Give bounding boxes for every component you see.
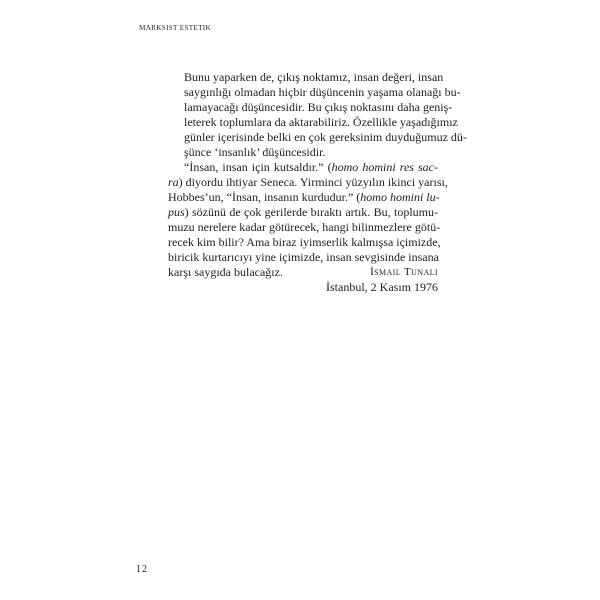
text-line: karşı saygıda bulacağız. [168,265,283,279]
text-line [168,175,448,190]
author-signature: İsmail Tunalı [370,266,438,278]
latin-quote: homo homini lu- [360,190,440,204]
text-line [168,160,438,175]
text-line: günler içerisinde belki en çok gereksinim duyduğumuz dü- [184,130,467,144]
text-line: biricik kurtarıcıyı yine içimizde, insan sevgisinde insana [168,250,439,264]
body-text [168,70,467,280]
text-line [168,190,438,205]
latin-quote: homo homini res sac- [331,160,438,174]
page-number: 12 [136,564,148,575]
text-segment: Hobbes’un, “İnsan, insanın kurdudur.” ( [168,190,361,204]
latin-quote: pus [168,205,185,219]
text-segment: “İnsan, insan için kutsaldır.” ( [184,160,332,174]
text-line: recek kim bilir? Ama biraz iyimserlik kalmışsa içimizde, [168,235,441,249]
text-line: muzu nerelere kadar götürecek, hangi bilinmezlere götü- [168,220,441,234]
text-line: şünce ‘insanlık’ düşüncesidir. [184,145,326,159]
paragraph [168,160,448,280]
text-line: saygınlığı olmadan hiçbir düşüncenin yaşama olanağı bu- [184,85,461,99]
paragraph [168,70,467,160]
text-segment: ) diyordu ihtiyar Seneca. Yirminci yüzyılın ikinci yarısı, [178,175,448,189]
text-line: lamayacağı düşüncesidir. Bu çıkış noktasını daha geniş- [184,100,453,114]
text-line [168,205,438,220]
latin-quote: ra [168,175,179,189]
running-header: MARKSIST ESTETIK [139,24,211,32]
place-date: İstanbul, 2 Kasım 1976 [326,280,438,294]
text-line: leterek toplumlara da aktarabiliriz. Özellikle yaşadığımız [184,115,458,129]
text-line: Bunu yaparken de, çıkış noktamız, insan değeri, insan [184,70,444,84]
text-segment: ) sözünü de çok gerilerde bıraktı artık. Bu, toplumu- [184,205,438,219]
